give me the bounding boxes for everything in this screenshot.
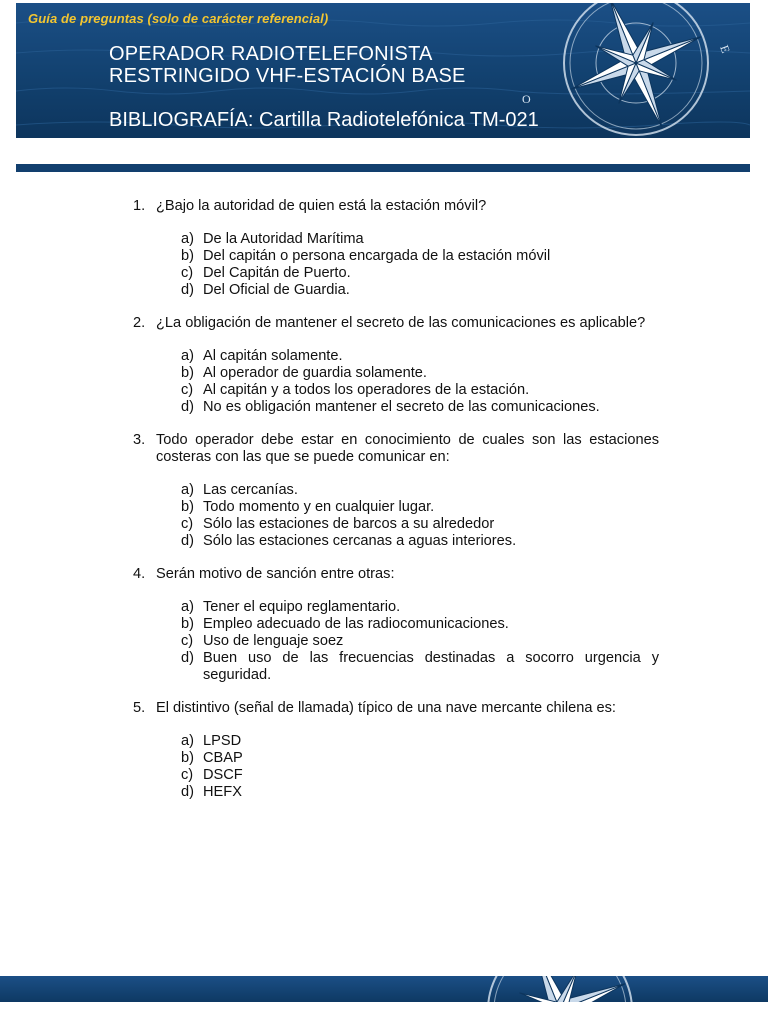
question-number: 1. xyxy=(133,198,146,214)
option-item xyxy=(181,533,659,550)
compass-rose-icon xyxy=(516,3,750,138)
bibliography-line: BIBLIOGRAFÍA: Cartilla Radiotelefónica TM-021 xyxy=(109,109,539,131)
option-letter: b) xyxy=(181,750,194,766)
option-letter: b) xyxy=(181,616,194,632)
question-5 xyxy=(125,700,659,801)
option-letter: a) xyxy=(181,348,194,364)
option-text: Al capitán solamente. xyxy=(203,348,343,364)
option-text: Sólo las estaciones de barcos a su alrededor xyxy=(203,516,495,532)
option-text: Del Capitán de Puerto. xyxy=(203,265,351,281)
option-item xyxy=(181,750,659,767)
question-2-text-row xyxy=(125,315,659,332)
question-5-text-row xyxy=(125,700,659,717)
option-list xyxy=(125,348,659,416)
option-text: Buen uso de las frecuencias destinadas a socorro urgencia y seguridad. xyxy=(203,650,659,683)
option-text: Todo momento y en cualquier lugar. xyxy=(203,499,435,515)
option-item xyxy=(181,650,659,684)
question-number: 4. xyxy=(133,566,146,582)
document-title-line-2: RESTRINGIDO VHF-ESTACIÓN BASE xyxy=(109,65,466,87)
option-item xyxy=(181,616,659,633)
question-text: Serán motivo de sanción entre otras: xyxy=(156,566,395,582)
option-text: Empleo adecuado de las radiocomunicaciones. xyxy=(203,616,509,632)
question-number: 2. xyxy=(133,315,146,331)
question-4 xyxy=(125,566,659,684)
option-item xyxy=(181,516,659,533)
option-letter: a) xyxy=(181,599,194,615)
footer-compass-rose-icon xyxy=(440,976,680,1002)
option-item xyxy=(181,499,659,516)
question-number: 5. xyxy=(133,700,146,716)
option-text: Al capitán y a todos los operadores de la estación. xyxy=(203,382,530,398)
option-text: No es obligación mantener el secreto de las comunicaciones. xyxy=(203,399,600,415)
guide-note: Guía de preguntas (solo de carácter referencial) xyxy=(28,11,329,26)
option-letter: b) xyxy=(181,248,194,264)
option-letter: d) xyxy=(181,282,194,298)
option-item xyxy=(181,265,659,282)
option-text: DSCF xyxy=(203,767,243,783)
question-3-text-row xyxy=(125,432,659,466)
question-list xyxy=(125,198,659,817)
option-text: Del Oficial de Guardia. xyxy=(203,282,350,298)
option-letter: c) xyxy=(181,265,194,281)
option-text: De la Autoridad Marítima xyxy=(203,231,364,247)
option-item xyxy=(181,633,659,650)
option-text: Al operador de guardia solamente. xyxy=(203,365,427,381)
compass-east-mark: E xyxy=(717,43,733,55)
option-letter: c) xyxy=(181,633,194,649)
question-number: 3. xyxy=(133,432,146,448)
option-item xyxy=(181,599,659,616)
footer-banner xyxy=(0,976,768,1002)
question-1 xyxy=(125,198,659,299)
option-text: HEFX xyxy=(203,784,242,800)
option-letter: d) xyxy=(181,784,194,800)
option-letter: d) xyxy=(181,399,194,415)
option-item xyxy=(181,382,659,399)
option-letter: a) xyxy=(181,733,194,749)
header-underline-band xyxy=(16,164,750,172)
question-text: El distintivo (señal de llamada) típico de una nave mercante chilena es: xyxy=(156,700,616,716)
option-text: Uso de lenguaje soez xyxy=(203,633,344,649)
option-list xyxy=(125,482,659,550)
question-1-text-row xyxy=(125,198,659,215)
option-text: CBAP xyxy=(203,750,243,766)
option-letter: d) xyxy=(181,533,194,549)
question-text: ¿La obligación de mantener el secreto de las comunicaciones es aplicable? xyxy=(156,315,646,331)
option-list xyxy=(125,231,659,299)
option-item xyxy=(181,784,659,801)
option-text: Las cercanías. xyxy=(203,482,298,498)
option-letter: b) xyxy=(181,365,194,381)
option-letter: c) xyxy=(181,382,194,398)
option-item xyxy=(181,365,659,382)
option-text: Sólo las estaciones cercanas a aguas interiores. xyxy=(203,533,517,549)
option-letter: a) xyxy=(181,231,194,247)
option-item xyxy=(181,767,659,784)
option-item xyxy=(181,282,659,299)
compass-west-mark: O xyxy=(522,92,531,106)
option-text: Tener el equipo reglamentario. xyxy=(203,599,401,615)
option-letter: c) xyxy=(181,516,194,532)
option-text: Del capitán o persona encargada de la estación móvil xyxy=(203,248,551,264)
question-text: Todo operador debe estar en conocimiento de cuales son las estaciones costeras con las que se puede comunicar en: xyxy=(156,432,659,465)
option-letter: a) xyxy=(181,482,194,498)
option-list xyxy=(125,599,659,684)
option-item xyxy=(181,482,659,499)
question-3 xyxy=(125,432,659,550)
option-letter: d) xyxy=(181,650,194,666)
option-letter: c) xyxy=(181,767,194,783)
option-item xyxy=(181,733,659,750)
option-text: LPSD xyxy=(203,733,242,749)
option-item xyxy=(181,399,659,416)
option-item xyxy=(181,348,659,365)
option-letter: b) xyxy=(181,499,194,515)
document-title-line-1: OPERADOR RADIOTELEFONISTA xyxy=(109,43,433,65)
option-item xyxy=(181,231,659,248)
question-2 xyxy=(125,315,659,416)
option-list xyxy=(125,733,659,801)
question-text: ¿Bajo la autoridad de quien está la estación móvil? xyxy=(156,198,487,214)
option-item xyxy=(181,248,659,265)
header-banner xyxy=(16,3,750,138)
question-4-text-row xyxy=(125,566,659,583)
